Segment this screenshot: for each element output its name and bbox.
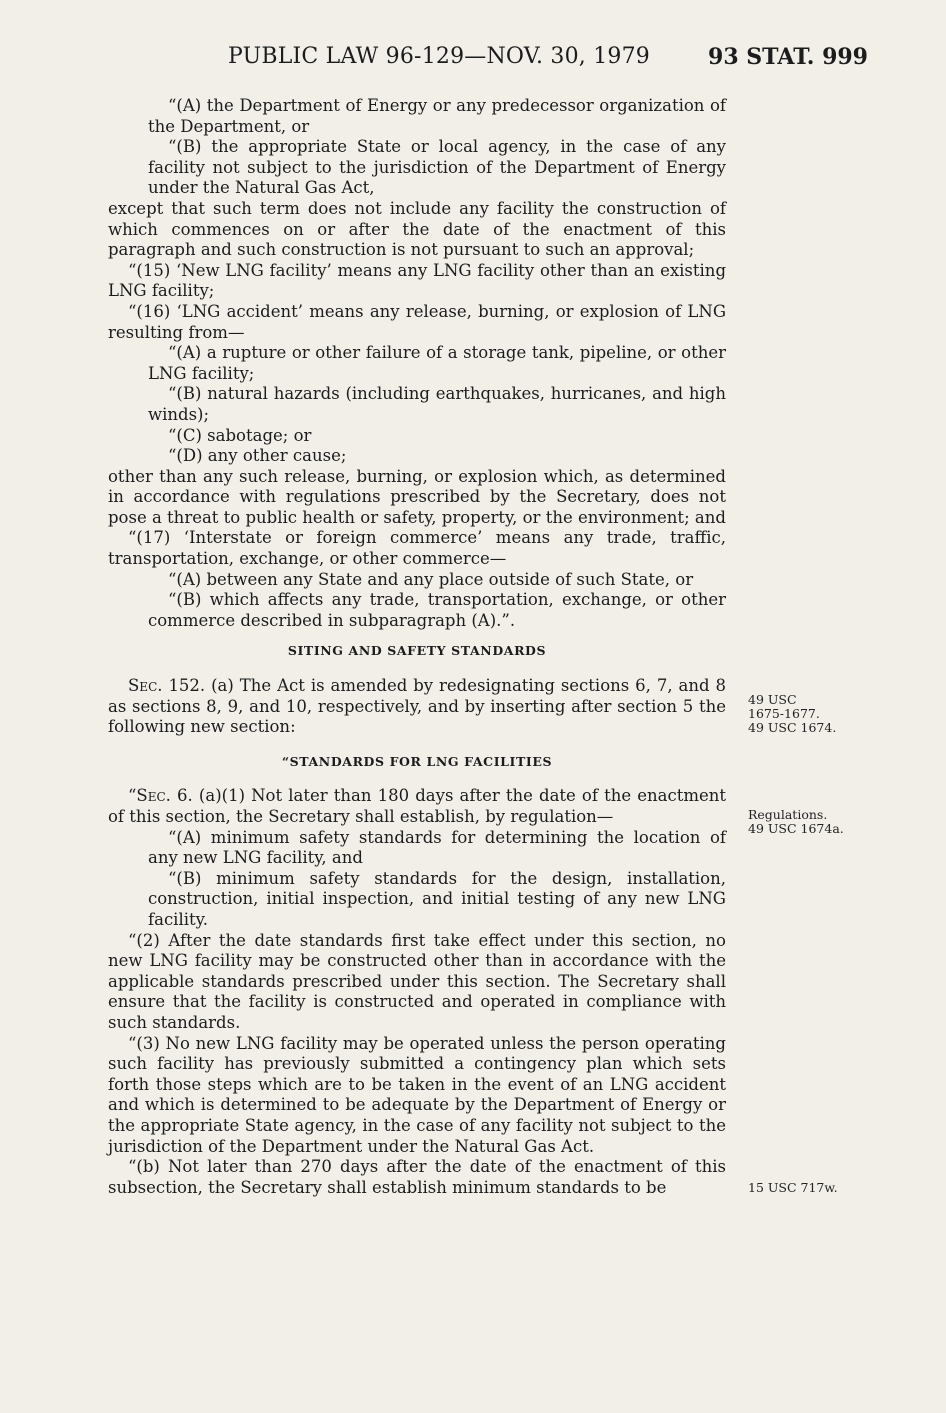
paragraph-17b: “(B) which affects any trade, transportation, exchange, or other commerce described in subparagraph (A).”. bbox=[148, 590, 726, 630]
paragraph-6a1-B: “(B) minimum safety standards for the design, installation, construction, initial inspection, and initial testing of any new LNG facility. bbox=[148, 868, 726, 929]
margin-note-line: Regulations. bbox=[748, 807, 828, 822]
margin-note-regulations bbox=[748, 808, 928, 836]
section-label: Sec. bbox=[128, 676, 163, 696]
paragraph-16-exception: other than any such release, burning, or explosion which, as determined in accordance with regulations prescribed by the Secretary, does not pose a threat to public health or safety, property, or the environment; and bbox=[108, 466, 726, 527]
paragraph-17a: “(A) between any State and any place outside of such State, or bbox=[168, 569, 694, 589]
paragraph-6a3: “(3) No new LNG facility may be operated unless the person operating such facility has previously submitted a contingency plan which sets forth those steps which are to be taken in the event of an LNG accident and which is determined to be adequate by the Department of Energy or the appropriate State agency, in the case of any facility not subject to the jurisdiction of the Department under the Natural Gas Act. bbox=[108, 1033, 726, 1156]
document-body bbox=[108, 96, 726, 1198]
section-152-text: 152. (a) The Act is amended by redesignating sections 6, 7, and 8 as sections 8, 9, and 10, respectively, and by inserting after section 5 the following new section: bbox=[108, 676, 726, 737]
header-stat-number: 93 STAT. 999 bbox=[708, 44, 868, 70]
paragraph-16a: “(A) a rupture or other failure of a storage tank, pipeline, or other LNG facility; bbox=[148, 343, 726, 383]
margin-note-line: 49 USC 1674. bbox=[748, 720, 837, 735]
section-152-paragraph bbox=[108, 676, 726, 738]
paragraph-15: “(15) ‘New LNG facility’ means any LNG facility other than an existing LNG facility; bbox=[108, 260, 726, 301]
paragraph-17: “(17) ‘Interstate or foreign commerce’ means any trade, traffic, transportation, exchange, or other commerce— bbox=[108, 528, 726, 569]
paragraph-14a: “(A) the Department of Energy or any predecessor organization of the Department, or bbox=[148, 96, 726, 136]
margin-note-line: 49 USC 1674a. bbox=[748, 821, 844, 836]
paragraph-6a1-A: “(A) minimum safety standards for determining the location of any new LNG facility, and bbox=[148, 827, 726, 868]
section-heading-siting: SITING AND SAFETY STANDARDS bbox=[287, 643, 547, 659]
section-heading-standards: “STANDARDS FOR LNG FACILITIES bbox=[281, 753, 553, 769]
section-6-label: “Sec. bbox=[128, 786, 171, 806]
paragraph-16d: “(D) any other cause; bbox=[168, 446, 347, 466]
margin-note-line: 49 USC bbox=[748, 692, 797, 707]
paragraph-16: “(16) ‘LNG accident’ means any release, burning, or explosion of LNG resulting from— bbox=[108, 301, 726, 342]
paragraph-14-exception: except that such term does not include any facility the construction of which commences on or after the date of the enactment of this paragraph and such construction is not pursuant to such an approval; bbox=[108, 198, 726, 260]
paragraph-16c: “(C) sabotage; or bbox=[168, 425, 312, 445]
paragraph-6b: “(b) Not later than 270 days after the date of the enactment of this subsection, the Secretary shall establish minimum standards to be bbox=[108, 1157, 726, 1197]
section-6-paragraph bbox=[108, 786, 726, 827]
paragraph-6a2: “(2) After the date standards first take effect under this section, no new LNG facility may be constructed other than in accordance with the applicable standards prescribed under this section. The Secretary shall ensure that the facility is constructed and operated in compliance with such standards. bbox=[108, 930, 726, 1032]
page-header bbox=[108, 44, 868, 78]
margin-note-line: 15 USC 717w. bbox=[748, 1180, 838, 1195]
section-6-text: 6. (a)(1) Not later than 180 days after the date of the enactment of this section, the Secretary shall establish, by regulation— bbox=[108, 786, 726, 826]
paragraph-14b: “(B) the appropriate State or local agency, in the case of any facility not subject to the jurisdiction of the Department of Energy under the Natural Gas Act, bbox=[148, 137, 726, 198]
margin-note-15usc bbox=[748, 1181, 928, 1195]
margin-note-codification bbox=[748, 693, 928, 735]
paragraph-16b: “(B) natural hazards (including earthquakes, hurricanes, and high winds); bbox=[148, 384, 726, 424]
margin-note-line: 1675-1677. bbox=[748, 706, 820, 721]
header-title: PUBLIC LAW 96-129—NOV. 30, 1979 bbox=[228, 44, 650, 69]
